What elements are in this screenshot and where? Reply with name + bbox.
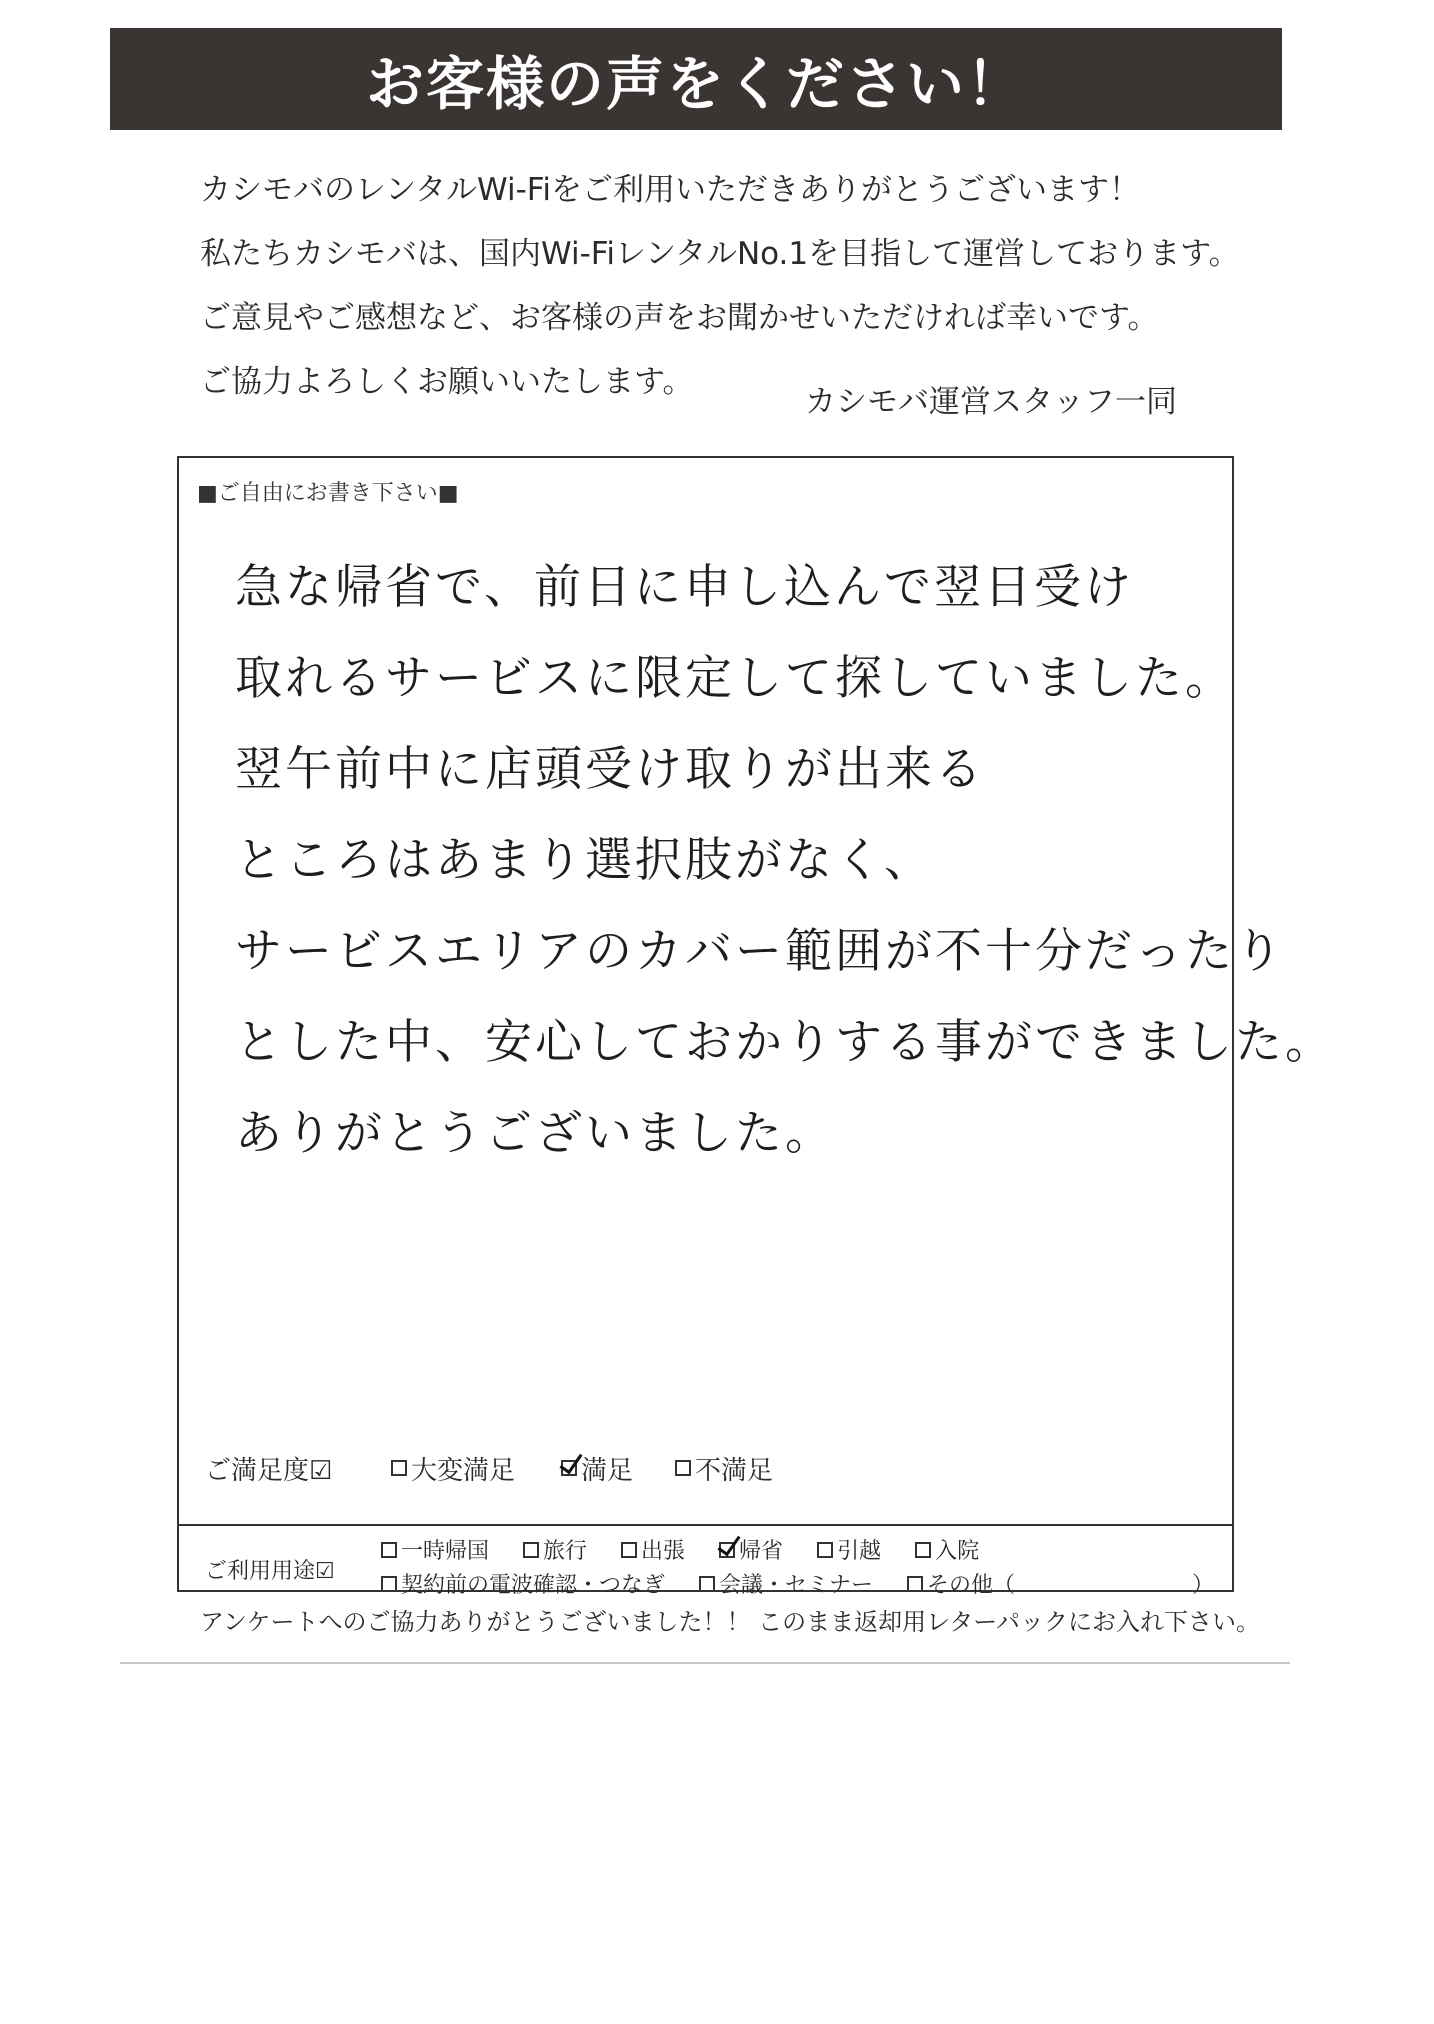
satisfaction-option-satisfied[interactable]: [561, 1450, 633, 1487]
divider: [179, 1524, 1232, 1526]
checkbox-icon[interactable]: [621, 1542, 637, 1558]
option-label: 出張: [641, 1539, 686, 1564]
checkbox-icon[interactable]: [915, 1542, 931, 1558]
checked-checkbox-icon[interactable]: [719, 1542, 735, 1558]
option-label: 一時帰国: [401, 1539, 490, 1564]
option-label: 入院: [935, 1539, 980, 1564]
option-label: 帰省: [739, 1539, 784, 1564]
checkbox-icon[interactable]: [523, 1542, 539, 1558]
usage-option-other[interactable]: [907, 1568, 1015, 1599]
option-label: 引越: [837, 1539, 882, 1564]
other-close-paren: ）: [1191, 1573, 1214, 1598]
usage-option-travel[interactable]: [523, 1534, 587, 1565]
checkbox-icon[interactable]: [817, 1542, 833, 1558]
comment-line: ところはあまり選択肢がなく、: [235, 833, 935, 888]
usage-options-row-1: [381, 1534, 979, 1565]
comment-line: 翌午前中に店頭受け取りが出来る: [235, 742, 985, 797]
footer-note: アンケートへのご協力ありがとうございました！！ このまま返却用レターパックにお入れ下さい。: [200, 1608, 1261, 1636]
intro-line: 私たちカシモバは、国内Wi-FiレンタルNo.1を目指して運営しております。: [200, 236, 1240, 272]
staff-signature: カシモバ運営スタッフ一同: [805, 384, 1177, 420]
usage-option-homecoming[interactable]: [719, 1534, 783, 1565]
usage-label: ご利用用途☑: [205, 1559, 335, 1584]
option-label: 会議・セミナー: [719, 1573, 874, 1598]
usage-option-business-trip[interactable]: [621, 1534, 685, 1565]
page-title: お客様の声をください！: [365, 50, 1026, 118]
comment-line: 急な帰省で、前日に申し込んで翌日受け: [235, 560, 1135, 615]
option-label: 契約前の電波確認・つなぎ: [401, 1573, 666, 1598]
comment-line: 取れるサービスに限定して探していました。: [235, 651, 1235, 706]
option-label: 旅行: [543, 1539, 588, 1564]
satisfaction-label: ご満足度☑: [205, 1455, 333, 1486]
intro-line: ご意見やご感想など、お客様の声をお聞かせいただければ幸いです。: [200, 300, 1159, 336]
usage-options-row-2: [381, 1568, 1015, 1599]
option-label: 不満足: [695, 1455, 774, 1486]
option-label: その他（: [927, 1573, 1016, 1598]
checkbox-icon[interactable]: [381, 1576, 397, 1592]
usage-option-hospital[interactable]: [915, 1534, 979, 1565]
comment-line: ありがとうございました。: [235, 1106, 835, 1161]
checkbox-icon[interactable]: [907, 1576, 923, 1592]
bottom-divider: [120, 1662, 1290, 1664]
checkbox-icon[interactable]: [381, 1542, 397, 1558]
checkbox-icon[interactable]: [675, 1460, 691, 1476]
satisfaction-row: [179, 1418, 1232, 1518]
survey-form: [177, 456, 1335, 1598]
usage-option-temporary-return[interactable]: [381, 1534, 489, 1565]
checked-checkbox-icon[interactable]: [561, 1460, 577, 1476]
page-title-banner: [110, 28, 1282, 130]
intro-line: ご協力よろしくお願いいたします。: [200, 364, 694, 400]
checkbox-icon[interactable]: [391, 1460, 407, 1476]
intro-line: カシモバのレンタルWi-Fiをご利用いただきありがとうございます！: [200, 172, 1140, 208]
checkbox-icon[interactable]: [699, 1576, 715, 1592]
comment-line: サービスエリアのカバー範囲が不十分だったり: [235, 924, 1285, 979]
satisfaction-option-unsatisfied[interactable]: [675, 1450, 773, 1487]
usage-option-meeting-seminar[interactable]: [699, 1568, 873, 1599]
usage-option-signal-check[interactable]: [381, 1568, 665, 1599]
option-label: 満足: [581, 1455, 634, 1486]
usage-section: [179, 1534, 1232, 1598]
satisfaction-option-very-satisfied[interactable]: [391, 1450, 515, 1487]
usage-option-moving[interactable]: [817, 1534, 881, 1565]
comment-line: とした中、安心しておかりする事ができました。: [235, 1015, 1335, 1070]
option-label: 大変満足: [411, 1455, 516, 1486]
free-comment-label: ■ご自由にお書き下さい■: [197, 481, 459, 506]
handwritten-comment: [235, 542, 1335, 1179]
